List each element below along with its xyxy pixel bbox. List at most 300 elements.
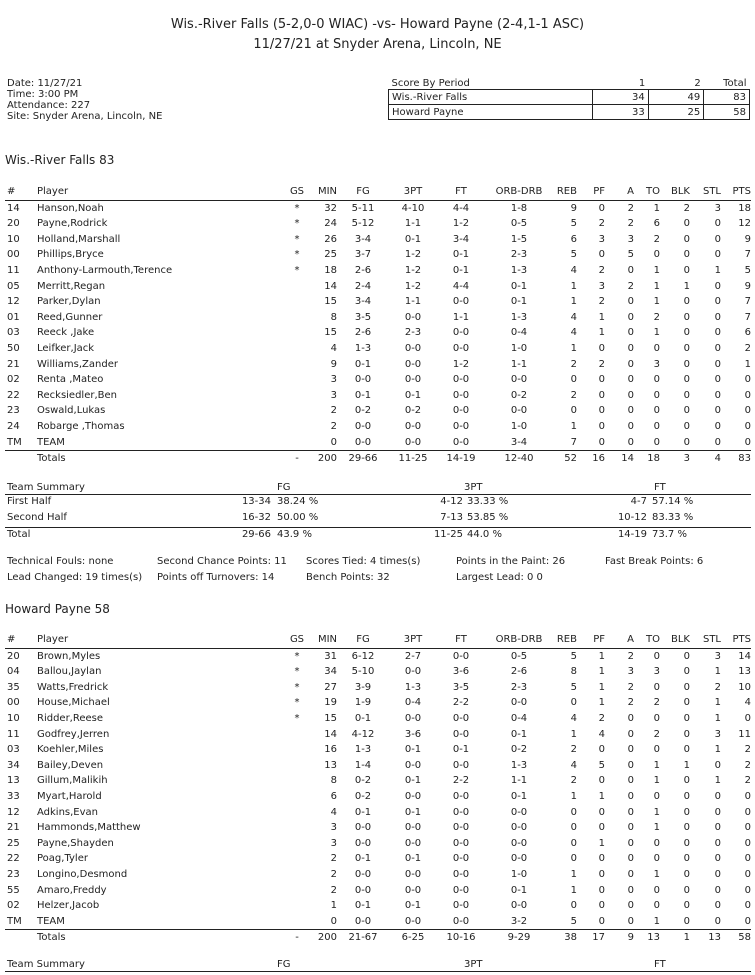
summary-ft-made: 4-7 <box>630 496 647 507</box>
points: 7 <box>744 249 751 261</box>
free-throws: 0-0 <box>452 420 470 432</box>
rebounds-off-def: 0-2 <box>510 744 528 756</box>
turnovers: 0 <box>653 790 660 802</box>
personal-fouls: 0 <box>598 775 605 787</box>
player-name: Hanson,Noah <box>37 202 104 214</box>
three-pointers: 0-1 <box>404 744 422 756</box>
steals: 1 <box>714 712 721 724</box>
assists: 0 <box>627 405 634 417</box>
blocks: 0 <box>683 853 690 865</box>
points: 2 <box>744 759 751 771</box>
header-rebounds-off-def: ORB-DRB <box>495 186 543 197</box>
player-row <box>5 216 751 232</box>
rebounds-off-def: 0-4 <box>510 327 528 339</box>
free-throws: 0-0 <box>452 822 470 834</box>
player-number: 12 <box>7 806 20 818</box>
player-row <box>5 898 751 914</box>
header-games-started: GS <box>289 634 305 645</box>
summary-fg-pct: 43.9 % <box>277 529 312 540</box>
rebounds: 4 <box>570 264 577 276</box>
score-period-2: 49 <box>648 90 703 105</box>
assists: 0 <box>627 759 634 771</box>
personal-fouls: 1 <box>598 327 605 339</box>
games-started: * <box>294 202 300 214</box>
three-pointers: 0-0 <box>404 358 422 370</box>
minutes: 2 <box>330 853 337 865</box>
free-throws: 3-4 <box>452 233 470 245</box>
score-by-period-label: Score By Period <box>389 78 593 90</box>
minutes: 3 <box>330 374 337 386</box>
assists: 0 <box>627 358 634 370</box>
summary-ft-header: FT <box>654 482 666 493</box>
games-started: * <box>294 681 300 693</box>
header-free-throws: FT <box>455 186 467 197</box>
blocks: 0 <box>683 218 690 230</box>
minutes: 15 <box>324 327 337 339</box>
points: 14 <box>738 650 751 662</box>
points: 9 <box>744 233 751 245</box>
three-pointers: 1-3 <box>404 681 422 693</box>
blocks: 1 <box>683 280 690 292</box>
rebounds: 1 <box>570 420 577 432</box>
player-row <box>5 372 751 388</box>
personal-fouls: 2 <box>598 358 605 370</box>
player-number: 23 <box>7 405 20 417</box>
minutes: 8 <box>330 775 337 787</box>
three-pointers: 1-2 <box>404 249 422 261</box>
blocks: 0 <box>683 389 690 401</box>
header-games-started: GS <box>289 186 305 197</box>
free-throws: 2-2 <box>452 775 470 787</box>
totals-row <box>5 450 751 467</box>
turnovers: 3 <box>653 666 660 678</box>
assists: 0 <box>627 900 634 912</box>
bench-points: Bench Points: 32 <box>306 572 390 583</box>
field-goals: 5-10 <box>351 666 375 678</box>
team1-box-score <box>5 184 751 467</box>
rebounds-off-def: 1-5 <box>510 233 528 245</box>
personal-fouls: 0 <box>598 806 605 818</box>
field-goals: 0-1 <box>354 712 372 724</box>
rebounds: 7 <box>570 436 577 448</box>
player-number: 05 <box>7 280 20 292</box>
player-row <box>5 742 751 758</box>
free-throws: 3-6 <box>452 666 470 678</box>
header-steals: STL <box>702 186 721 197</box>
rebounds: 1 <box>570 342 577 354</box>
turnovers: 1 <box>653 806 660 818</box>
free-throws: 0-0 <box>452 342 470 354</box>
minutes: 2 <box>330 884 337 896</box>
points: 0 <box>744 884 751 896</box>
personal-fouls: 0 <box>598 915 605 927</box>
total-blocks: 1 <box>683 932 690 944</box>
turnovers: 0 <box>653 389 660 401</box>
player-name: Williams,Zander <box>37 358 118 370</box>
minutes: 4 <box>330 806 337 818</box>
header-points: PTS <box>732 634 751 645</box>
turnovers: 1 <box>653 775 660 787</box>
summary-row-label: First Half <box>7 496 52 507</box>
assists: 0 <box>627 327 634 339</box>
game-attendance: Attendance: 227 <box>7 100 91 111</box>
turnovers: 0 <box>653 900 660 912</box>
rebounds-off-def: 0-2 <box>510 389 528 401</box>
total-personal-fouls: 16 <box>592 453 605 465</box>
player-name: Robarge ,Thomas <box>37 420 125 432</box>
turnovers: 2 <box>653 233 660 245</box>
personal-fouls: 4 <box>598 728 605 740</box>
team-summary-header <box>5 958 751 972</box>
blocks: 0 <box>683 296 690 308</box>
personal-fouls: 0 <box>598 900 605 912</box>
turnovers: 0 <box>653 650 660 662</box>
assists: 0 <box>627 915 634 927</box>
player-number: 03 <box>7 744 20 756</box>
total-rebounds-off-def: 12-40 <box>504 453 534 465</box>
personal-fouls: 1 <box>598 666 605 678</box>
free-throws: 0-0 <box>452 327 470 339</box>
player-number: 21 <box>7 822 20 834</box>
total-field-goals: 29-66 <box>348 453 378 465</box>
free-throws: 0-0 <box>452 900 470 912</box>
header-minutes: MIN <box>317 634 337 645</box>
minutes: 3 <box>330 389 337 401</box>
rebounds: 1 <box>570 868 577 880</box>
rebounds-off-def: 0-0 <box>510 900 528 912</box>
summary-fg-header: FG <box>277 959 291 970</box>
player-number: 12 <box>7 296 20 308</box>
free-throws: 0-0 <box>452 405 470 417</box>
steals: 0 <box>714 249 721 261</box>
player-name: Reeck ,Jake <box>37 327 95 339</box>
free-throws: 0-0 <box>452 650 470 662</box>
three-pointers: 0-0 <box>404 420 422 432</box>
blocks: 0 <box>683 666 690 678</box>
team2-heading: Howard Payne 58 <box>5 602 110 616</box>
points: 0 <box>744 868 751 880</box>
three-pointers: 0-1 <box>404 775 422 787</box>
player-row <box>5 341 751 357</box>
player-row <box>5 883 751 899</box>
free-throws: 0-0 <box>452 296 470 308</box>
field-goals: 1-3 <box>354 342 372 354</box>
header-blocks: BLK <box>671 634 690 645</box>
player-row <box>5 294 751 310</box>
rebounds-off-def: 2-3 <box>510 249 528 261</box>
points: 2 <box>744 775 751 787</box>
summary-fg-pct: 50.00 % <box>277 512 319 523</box>
player-row <box>5 247 751 263</box>
assists: 2 <box>627 650 634 662</box>
team2-box-score <box>5 632 751 946</box>
free-throws: 0-0 <box>452 759 470 771</box>
turnovers: 1 <box>653 202 660 214</box>
personal-fouls: 0 <box>598 868 605 880</box>
blocks: 0 <box>683 900 690 912</box>
free-throws: 4-4 <box>452 280 470 292</box>
three-pointers: 1-1 <box>404 218 422 230</box>
player-name: Renta ,Mateo <box>37 374 104 386</box>
player-name: Ridder,Reese <box>37 712 104 724</box>
rebounds-off-def: 1-3 <box>510 311 528 323</box>
rebounds: 5 <box>570 249 577 261</box>
steals: 0 <box>714 759 721 771</box>
steals: 1 <box>714 697 721 709</box>
points: 4 <box>744 697 751 709</box>
field-goals: 3-4 <box>354 233 372 245</box>
points: 7 <box>744 311 751 323</box>
free-throws: 0-0 <box>452 806 470 818</box>
rebounds-off-def: 1-3 <box>510 759 528 771</box>
rebounds-off-def: 1-0 <box>510 342 528 354</box>
personal-fouls: 0 <box>598 420 605 432</box>
assists: 2 <box>627 202 634 214</box>
total-points: 83 <box>738 453 751 465</box>
player-name: House,Michael <box>37 697 110 709</box>
rebounds-off-def: 1-0 <box>510 868 528 880</box>
field-goals: 0-0 <box>354 915 372 927</box>
header-turnovers: TO <box>646 634 660 645</box>
turnovers: 0 <box>653 712 660 724</box>
field-goals: 0-1 <box>354 806 372 818</box>
games-started: * <box>294 712 300 724</box>
blocks: 0 <box>683 790 690 802</box>
rebounds: 6 <box>570 233 577 245</box>
free-throws: 1-2 <box>452 218 470 230</box>
rebounds-off-def: 0-1 <box>510 790 528 802</box>
field-goals: 0-0 <box>354 436 372 448</box>
rebounds: 0 <box>570 697 577 709</box>
player-name: Koehler,Miles <box>37 744 104 756</box>
turnovers: 2 <box>653 728 660 740</box>
points: 0 <box>744 405 751 417</box>
total-turnovers: 18 <box>647 453 660 465</box>
assists: 2 <box>627 681 634 693</box>
rebounds: 5 <box>570 681 577 693</box>
three-pointers: 0-0 <box>404 915 422 927</box>
three-pointers: 0-0 <box>404 712 422 724</box>
minutes: 15 <box>324 712 337 724</box>
turnovers: 1 <box>653 280 660 292</box>
steals: 1 <box>714 744 721 756</box>
three-pointers: 2-7 <box>404 650 422 662</box>
field-goals: 4-12 <box>351 728 375 740</box>
blocks: 0 <box>683 311 690 323</box>
assists: 0 <box>627 374 634 386</box>
team1-heading: Wis.-River Falls 83 <box>5 153 115 167</box>
rebounds: 5 <box>570 218 577 230</box>
player-name: Watts,Fredrick <box>37 681 109 693</box>
player-name: Holland,Marshall <box>37 233 121 245</box>
points: 0 <box>744 853 751 865</box>
field-goals: 5-11 <box>351 202 375 214</box>
largest-lead: Largest Lead: 0 0 <box>456 572 543 583</box>
minutes: 0 <box>330 915 337 927</box>
player-row <box>5 836 751 852</box>
player-row <box>5 664 751 680</box>
assists: 3 <box>627 233 634 245</box>
player-name: Hammonds,Matthew <box>37 822 141 834</box>
free-throws: 0-0 <box>452 728 470 740</box>
minutes: 24 <box>324 218 337 230</box>
rebounds-off-def: 0-5 <box>510 650 528 662</box>
game-date: Date: 11/27/21 <box>7 78 83 89</box>
summary-fg-pct: 38.24 % <box>277 496 319 507</box>
steals: 0 <box>714 327 721 339</box>
three-pointers: 0-0 <box>404 837 422 849</box>
assists: 0 <box>627 712 634 724</box>
three-pointers: 0-0 <box>404 342 422 354</box>
player-row <box>5 357 751 373</box>
player-number: 01 <box>7 311 20 323</box>
score-by-period-table <box>388 78 750 120</box>
steals: 0 <box>714 342 721 354</box>
rebounds: 0 <box>570 837 577 849</box>
player-number: 20 <box>7 650 20 662</box>
three-pointers: 1-2 <box>404 280 422 292</box>
free-throws: 0-0 <box>452 790 470 802</box>
minutes: 34 <box>324 666 337 678</box>
field-goals: 0-1 <box>354 900 372 912</box>
blocks: 0 <box>683 775 690 787</box>
player-number: 22 <box>7 389 20 401</box>
player-number: 55 <box>7 884 20 896</box>
summary-3pt-pct: 53.85 % <box>467 512 509 523</box>
assists: 0 <box>627 868 634 880</box>
player-number: 21 <box>7 358 20 370</box>
field-goals: 1-9 <box>354 697 372 709</box>
player-number: 13 <box>7 775 20 787</box>
points: 0 <box>744 806 751 818</box>
scores-tied: Scores Tied: 4 times(s) <box>306 556 421 567</box>
steals: 0 <box>714 420 721 432</box>
personal-fouls: 0 <box>598 249 605 261</box>
rebounds: 0 <box>570 822 577 834</box>
assists: 0 <box>627 853 634 865</box>
player-row <box>5 325 751 341</box>
three-pointers: 0-1 <box>404 233 422 245</box>
points: 0 <box>744 389 751 401</box>
assists: 0 <box>627 806 634 818</box>
player-number: 35 <box>7 681 20 693</box>
free-throws: 0-0 <box>452 853 470 865</box>
assists: 2 <box>627 280 634 292</box>
header-player-name: Player <box>37 186 69 197</box>
team1-summary <box>5 481 751 544</box>
score-team-name: Wis.-River Falls <box>389 90 593 105</box>
turnovers: 2 <box>653 311 660 323</box>
player-name: Payne,Rodrick <box>37 218 108 230</box>
rebounds: 0 <box>570 853 577 865</box>
player-row <box>5 232 751 248</box>
player-row <box>5 310 751 326</box>
turnovers: 1 <box>653 822 660 834</box>
fast-break-points: Fast Break Points: 6 <box>605 556 704 567</box>
turnovers: 0 <box>653 837 660 849</box>
summary-3pt-made: 7-13 <box>440 512 463 523</box>
free-throws: 0-0 <box>452 436 470 448</box>
blocks: 0 <box>683 712 690 724</box>
games-started: * <box>294 233 300 245</box>
field-goals: 0-2 <box>354 790 372 802</box>
minutes: 25 <box>324 249 337 261</box>
player-number: 11 <box>7 728 20 740</box>
header-personal-fouls: PF <box>593 634 605 645</box>
steals: 0 <box>714 806 721 818</box>
player-name: Myart,Harold <box>37 790 102 802</box>
player-number: 33 <box>7 790 20 802</box>
three-pointers: 0-4 <box>404 697 422 709</box>
rebounds: 2 <box>570 775 577 787</box>
player-row <box>5 773 751 789</box>
score-period-1: 33 <box>593 105 648 120</box>
free-throws: 0-0 <box>452 884 470 896</box>
field-goals: 3-9 <box>354 681 372 693</box>
assists: 3 <box>627 666 634 678</box>
steals: 0 <box>714 374 721 386</box>
assists: 0 <box>627 775 634 787</box>
points: 2 <box>744 342 751 354</box>
player-name: Oswald,Lukas <box>37 405 106 417</box>
steals: 0 <box>714 900 721 912</box>
points: 13 <box>738 666 751 678</box>
game-info <box>7 78 162 122</box>
score-period-1: 34 <box>593 90 648 105</box>
free-throws: 1-2 <box>452 358 470 370</box>
player-row <box>5 789 751 805</box>
summary-3pt-made: 4-12 <box>440 496 463 507</box>
score-row-team1 <box>389 90 750 105</box>
player-name: TEAM <box>37 915 65 927</box>
three-pointers: 3-6 <box>404 728 422 740</box>
rebounds: 9 <box>570 202 577 214</box>
team-summary-header <box>5 481 751 495</box>
free-throws: 0-0 <box>452 374 470 386</box>
period-2-header: 2 <box>648 78 703 90</box>
personal-fouls: 1 <box>598 837 605 849</box>
assists: 0 <box>627 837 634 849</box>
turnovers: 0 <box>653 744 660 756</box>
header-steals: STL <box>702 634 721 645</box>
minutes: 1 <box>330 900 337 912</box>
summary-ft-made: 14-19 <box>617 529 647 540</box>
field-goals: 2-6 <box>354 264 372 276</box>
total-minutes: 200 <box>317 932 337 944</box>
personal-fouls: 3 <box>598 233 605 245</box>
field-goals: 0-0 <box>354 884 372 896</box>
rebounds: 2 <box>570 389 577 401</box>
turnovers: 1 <box>653 915 660 927</box>
three-pointers: 1-1 <box>404 296 422 308</box>
player-number: 00 <box>7 697 20 709</box>
minutes: 15 <box>324 296 337 308</box>
rebounds-off-def: 0-5 <box>510 218 528 230</box>
personal-fouls: 0 <box>598 822 605 834</box>
assists: 0 <box>627 311 634 323</box>
minutes: 6 <box>330 790 337 802</box>
turnovers: 0 <box>653 681 660 693</box>
player-number: 02 <box>7 374 20 386</box>
three-pointers: 0-0 <box>404 374 422 386</box>
player-name: Ballou,Jaylan <box>37 666 102 678</box>
minutes: 32 <box>324 202 337 214</box>
total-free-throws: 10-16 <box>446 932 476 944</box>
player-row <box>5 695 751 711</box>
total-rebounds: 38 <box>564 932 577 944</box>
turnovers: 1 <box>653 759 660 771</box>
player-row <box>5 649 751 665</box>
